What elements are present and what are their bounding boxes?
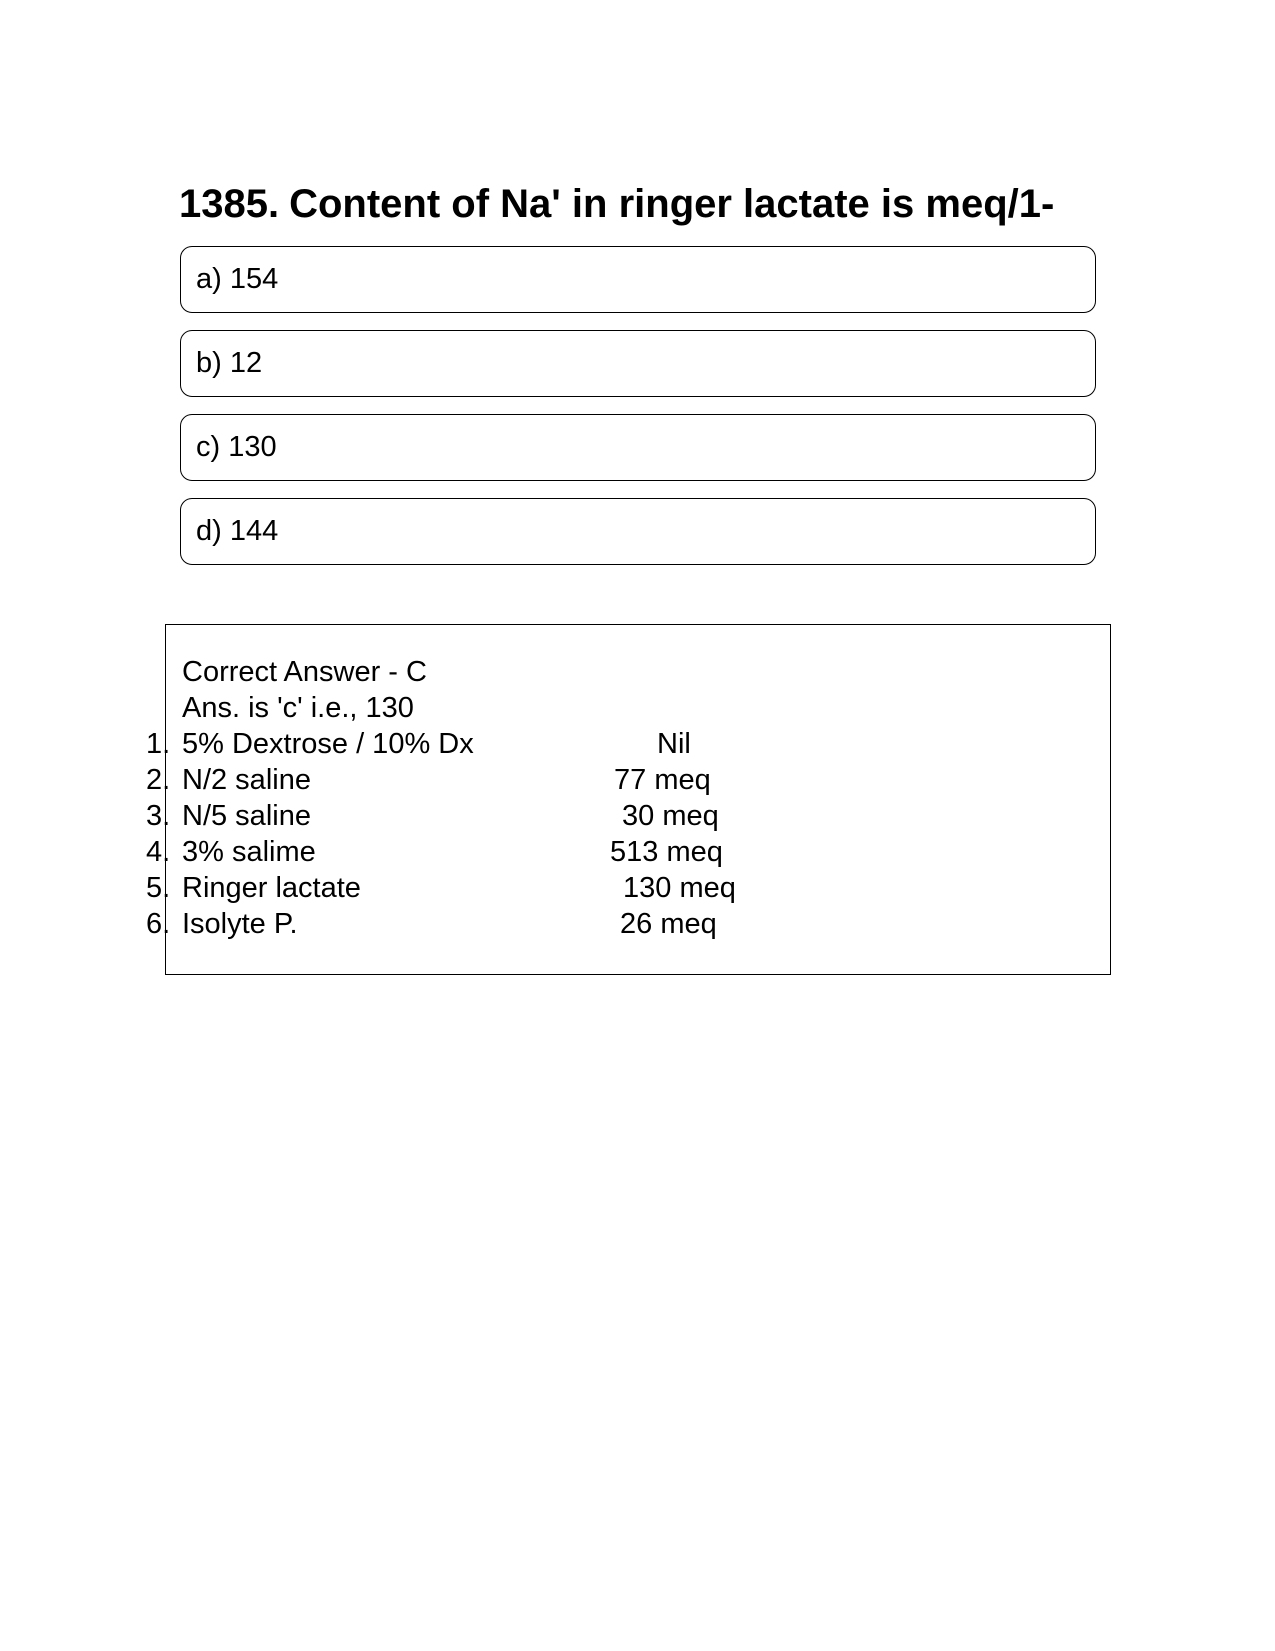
fluid-name: 3% salime <box>182 836 316 868</box>
option-a[interactable]: a) 154 <box>180 246 1096 313</box>
sodium-value: 513 meq <box>610 836 723 868</box>
row-number: 3. <box>146 800 171 832</box>
row-number: 6. <box>146 908 171 940</box>
question-text: Content of Na' in ringer lactate is meq/1- <box>289 182 1055 226</box>
question-heading <box>179 178 1054 230</box>
sodium-value: 130 meq <box>623 872 736 904</box>
option-d[interactable]: d) 144 <box>180 498 1096 565</box>
fluid-name: N/2 saline <box>182 764 311 796</box>
table-row <box>0 906 1275 942</box>
sodium-value: 26 meq <box>620 908 717 940</box>
fluid-name: Isolyte P. <box>182 908 298 940</box>
answer-explanation: Ans. is 'c' i.e., 130 <box>182 692 414 724</box>
table-row <box>0 870 1275 906</box>
table-row <box>0 762 1275 798</box>
table-row <box>0 834 1275 870</box>
row-number: 1. <box>146 728 171 760</box>
fluid-name: Ringer lactate <box>182 872 361 904</box>
option-c[interactable]: c) 130 <box>180 414 1096 481</box>
table-row <box>0 798 1275 834</box>
row-number: 2. <box>146 764 171 796</box>
row-number: 5. <box>146 872 171 904</box>
row-number: 4. <box>146 836 171 868</box>
sodium-value: 77 meq <box>614 764 711 796</box>
fluid-name: 5% Dextrose / 10% Dx <box>182 728 474 760</box>
option-b[interactable]: b) 12 <box>180 330 1096 397</box>
fluid-name: N/5 saline <box>182 800 311 832</box>
question-number: 1385. <box>179 182 280 226</box>
correct-answer: Correct Answer - C <box>182 656 427 688</box>
sodium-value: Nil <box>657 728 691 760</box>
table-row <box>0 726 1275 762</box>
sodium-value: 30 meq <box>622 800 719 832</box>
